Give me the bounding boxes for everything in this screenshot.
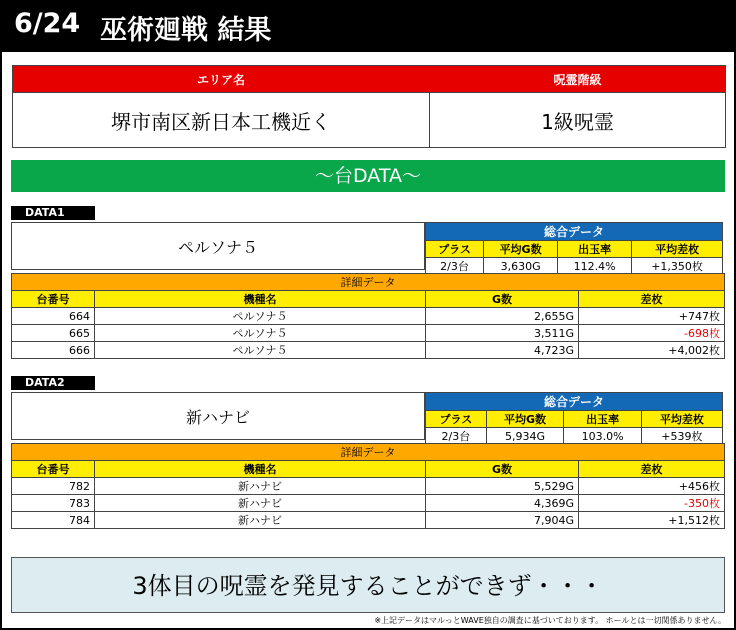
data1-summary-table (425, 222, 723, 275)
detail-title: 詳細データ (12, 444, 725, 461)
row-no: 782 (12, 478, 95, 495)
row-g: 2,655G (426, 308, 579, 325)
row-diff: -698枚 (579, 325, 725, 342)
row-no: 665 (12, 325, 95, 342)
header-date: 6/24 (14, 8, 81, 39)
content-area (2, 52, 734, 628)
summary-payout-value: 103.0% (564, 428, 641, 445)
detail-g-header: G数 (426, 461, 579, 478)
detail-diff-header: 差枚 (579, 291, 725, 308)
header-title: 巫術廻戦 結果 (100, 15, 272, 46)
row-model: ペルソナ５ (95, 342, 426, 359)
detail-title: 詳細データ (12, 274, 725, 291)
row-diff: +4,002枚 (579, 342, 725, 359)
summary-plus-value: 2/3台 (426, 428, 487, 445)
area-table (12, 65, 726, 148)
data2-detail-table (11, 443, 725, 529)
row-diff: +1,512枚 (579, 512, 725, 529)
row-diff: +747枚 (579, 308, 725, 325)
data-banner: 〜台DATA〜 (11, 160, 725, 192)
summary-avg-diff-header: 平均差枚 (632, 241, 723, 258)
summary-plus-value: 2/3台 (426, 258, 484, 275)
table-row (12, 342, 725, 359)
area-name-header: エリア名 (13, 66, 430, 93)
table-row (12, 308, 725, 325)
summary-avg-g-value: 3,630G (484, 258, 558, 275)
data1-label: DATA1 (11, 206, 95, 220)
detail-no-header: 台番号 (12, 291, 95, 308)
summary-avg-g-header: 平均G数 (484, 241, 558, 258)
row-no: 783 (12, 495, 95, 512)
summary-payout-header: 出玉率 (558, 241, 632, 258)
area-name-value: 堺市南区新日本工機近く (13, 93, 430, 148)
detail-g-header: G数 (426, 291, 579, 308)
summary-avg-diff-header: 平均差枚 (641, 411, 722, 428)
row-no: 666 (12, 342, 95, 359)
summary-plus-header: プラス (426, 241, 484, 258)
data2-summary-table (425, 392, 723, 445)
summary-avg-g-header: 平均G数 (486, 411, 564, 428)
data1-detail-table (11, 273, 725, 359)
rank-header: 呪霊階級 (430, 66, 726, 93)
summary-avg-diff-value: +539枚 (641, 428, 722, 445)
row-model: ペルソナ５ (95, 308, 426, 325)
table-row (12, 495, 725, 512)
row-g: 4,723G (426, 342, 579, 359)
row-no: 784 (12, 512, 95, 529)
row-g: 7,904G (426, 512, 579, 529)
row-g: 3,511G (426, 325, 579, 342)
row-model: 新ハナビ (95, 495, 426, 512)
row-g: 4,369G (426, 495, 579, 512)
table-row (12, 478, 725, 495)
summary-avg-g-value: 5,934G (486, 428, 564, 445)
result-message: 3体目の呪霊を発見することができず・・・ (11, 557, 725, 613)
detail-diff-header: 差枚 (579, 461, 725, 478)
row-model: 新ハナビ (95, 478, 426, 495)
row-model: ペルソナ５ (95, 325, 426, 342)
data2-machine-name: 新ハナビ (11, 392, 425, 440)
title-bar (0, 0, 736, 52)
footnote: ※上記データはマルっとWAVE独自の調査に基づいております。 ホールとは一切関係ありません。 (374, 616, 726, 625)
summary-payout-header: 出玉率 (564, 411, 641, 428)
table-row (12, 325, 725, 342)
row-no: 664 (12, 308, 95, 325)
rank-value: 1級呪霊 (430, 93, 726, 148)
summary-avg-diff-value: +1,350枚 (632, 258, 723, 275)
summary-title: 総合データ (426, 223, 723, 241)
row-model: 新ハナビ (95, 512, 426, 529)
summary-payout-value: 112.4% (558, 258, 632, 275)
detail-no-header: 台番号 (12, 461, 95, 478)
data2-label: DATA2 (11, 376, 95, 390)
detail-model-header: 機種名 (95, 461, 426, 478)
row-diff: +456枚 (579, 478, 725, 495)
summary-plus-header: プラス (426, 411, 487, 428)
row-diff: -350枚 (579, 495, 725, 512)
summary-title: 総合データ (426, 393, 723, 411)
detail-model-header: 機種名 (95, 291, 426, 308)
row-g: 5,529G (426, 478, 579, 495)
table-row (12, 512, 725, 529)
data1-machine-name: ペルソナ５ (11, 222, 425, 270)
